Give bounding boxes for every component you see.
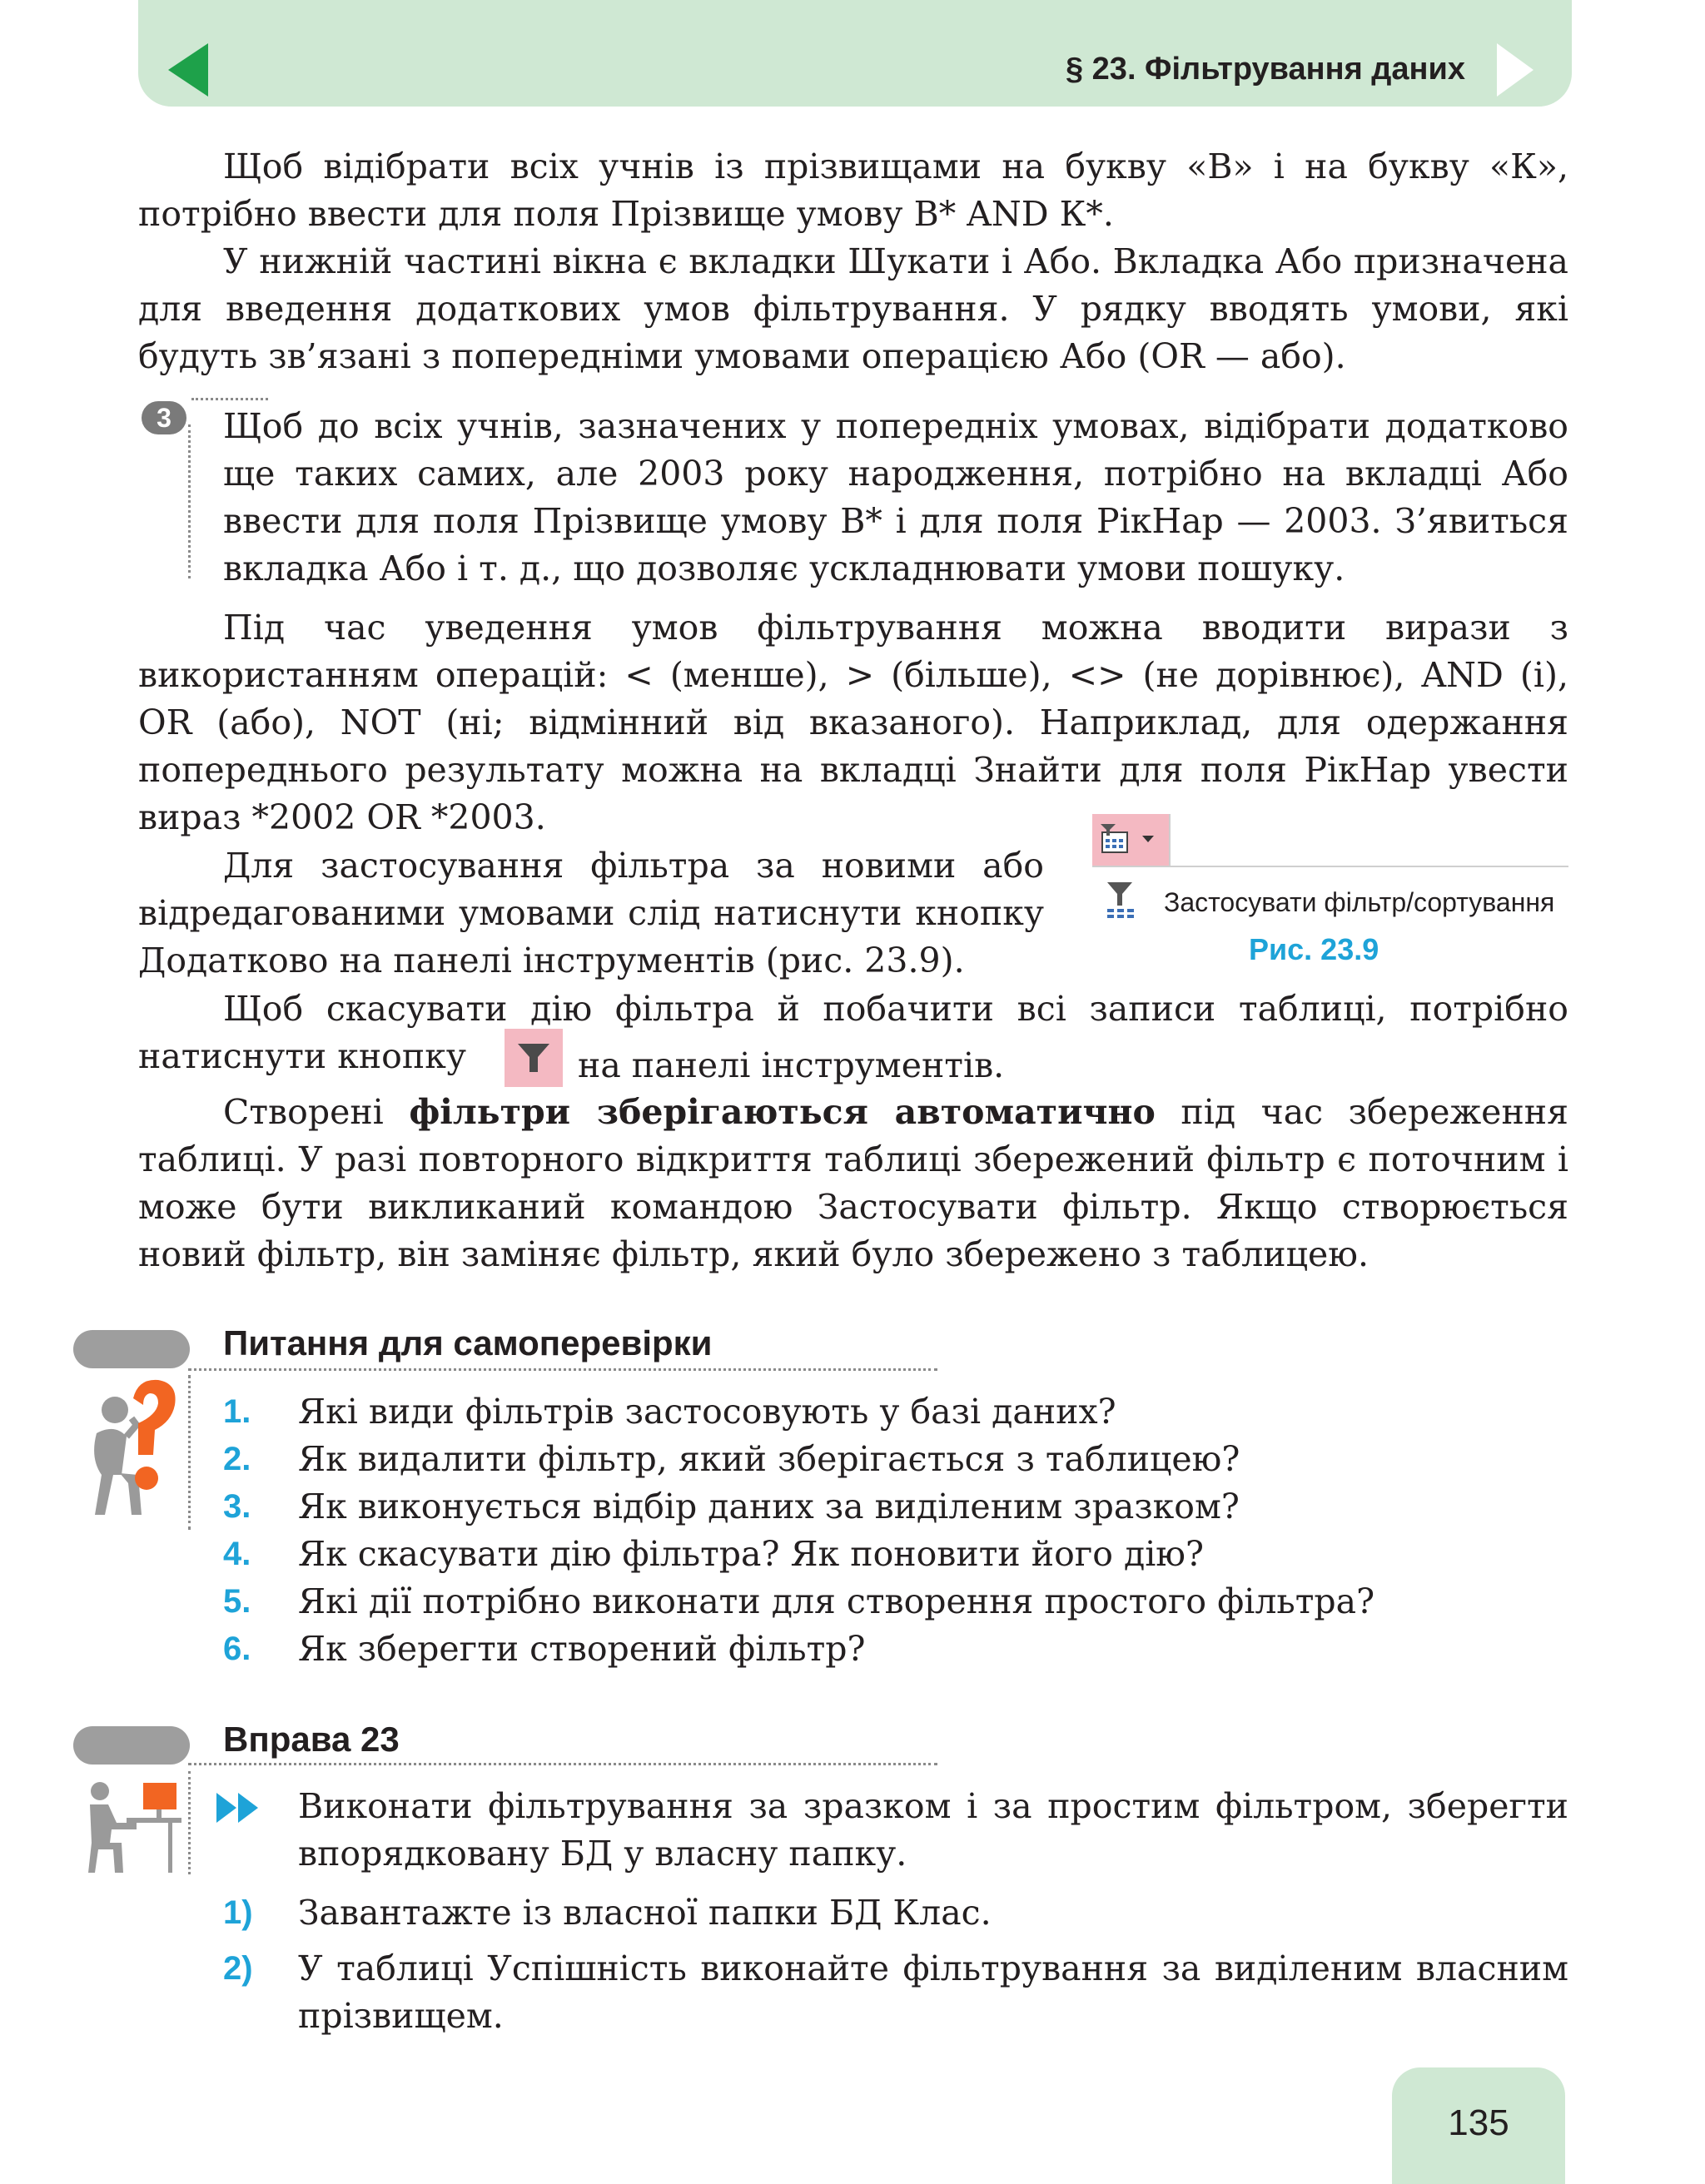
section-marker — [73, 1726, 190, 1765]
paragraph-6-end: на панелі інструментів. — [578, 1045, 1005, 1085]
question-number: 6. — [223, 1631, 251, 1667]
page-number: 135 — [1448, 2102, 1509, 2143]
paragraph-5: Для застосування фільтра за новими або відредагованими умовами слід натиснути кнопку Додатково на панелі інструментів (рис. 23.9). — [138, 846, 1044, 980]
question-number: 3. — [223, 1488, 251, 1525]
note-number-badge: 3 — [142, 401, 186, 434]
thinking-person-question-icon — [72, 1375, 178, 1521]
section-dotted-rule-vertical — [188, 1771, 191, 1874]
filter-icon — [505, 1029, 563, 1087]
exercise-task: Виконати фільтрування за зразком і за простим фільтром, зберегти впорядковану БД у власну папку. — [298, 1786, 1568, 1874]
double-arrow-icon — [215, 1791, 265, 1824]
exercise-steps — [223, 1889, 1568, 2048]
apply-filter-menu-item[interactable]: Застосувати фільтр/сортування — [1164, 887, 1555, 917]
list-item — [223, 1945, 1568, 2040]
person-at-computer-icon — [80, 1779, 181, 1874]
exercise-title: Вправа 23 — [223, 1720, 400, 1759]
advanced-filter-button[interactable] — [1092, 814, 1171, 866]
questions-title: Питання для самоперевірки — [223, 1323, 713, 1363]
section-dotted-rule-vertical — [188, 1375, 191, 1530]
paragraph-6: Щоб скасувати дію фільтра й побачити всі записи таблиці, потрібно натиснути кнопку — [138, 989, 1568, 1076]
note-dotted-rule-vertical — [188, 424, 191, 578]
question-text: Як скасувати дію фільтра? Як поновити його дію? — [298, 1534, 1204, 1574]
advanced-filter-icon — [1101, 824, 1134, 856]
step-number: 2) — [223, 1950, 253, 1987]
section-dotted-rule — [188, 1763, 937, 1765]
chapter-title: § 23. Фільтрування даних — [1065, 52, 1465, 87]
toolbar-divider — [1092, 866, 1171, 867]
question-number: 5. — [223, 1583, 251, 1620]
chevron-down-icon[interactable] — [1142, 836, 1154, 842]
list-item — [223, 1889, 1568, 1937]
triangle-right-icon — [1497, 43, 1534, 97]
step-text: У таблиці Успішність виконайте фільтрування за виділеним власним прізвищем. — [298, 1948, 1568, 2036]
question-number: 2. — [223, 1441, 251, 1477]
section-dotted-rule — [188, 1368, 937, 1371]
question-text: Як виконується відбір даних за виділеним зразком? — [298, 1487, 1240, 1526]
figure-caption: Рис. 23.9 — [1249, 932, 1379, 966]
step-number: 1) — [223, 1894, 253, 1931]
question-text: Як видалити фільтр, який зберігається з таблицею? — [298, 1439, 1240, 1479]
figure-23-9 — [1092, 814, 1568, 931]
paragraph-4: Під час уведення умов фільтрування можна вводити вирази з використанням операцій: < (менше), > (більше), <> (не дорівнює), AND (і), OR (або), NOT (ні; відмінний від вказаного). Наприклад, для одержання попереднього результату можна на вкладці Знайти для поля РікНар увести вираз *2002 OR *2003. — [138, 608, 1568, 837]
question-number: 4. — [223, 1536, 251, 1572]
step-text: Завантажте із власної папки БД Клас. — [298, 1893, 992, 1933]
paragraph-note-3: Щоб до всіх учнів, зазначених у попередніх умовах, відібрати додатково ще таких самих, але 2003 року народження, потрібно на вкладці Або ввести для поля Прізвище умову В* і для поля РікНар — 2003. З’явиться вкладка Або і т. д., що дозволяє ускладнювати умови пошуку. — [223, 406, 1568, 588]
triangle-left-icon — [168, 43, 208, 97]
section-marker — [73, 1330, 190, 1368]
question-text: Які дії потрібно виконати для створення простого фільтра? — [298, 1581, 1375, 1621]
toggle-filter-button[interactable] — [505, 1029, 563, 1087]
menu-divider — [1171, 866, 1568, 867]
paragraph-2: У нижній частині вікна є вкладки Шукати і Або. Вкладка Або призначена для введення додаткових умов фільтрування. У рядку вводять умови, які будуть зв’язані з попередніми умовами операцією Або (OR — або). — [138, 241, 1568, 376]
note-dotted-rule — [191, 398, 268, 400]
question-number: 1. — [223, 1393, 251, 1430]
paragraph-7: Створені фільтри зберігаються автоматично під час збереження таблиці. У разі повторного відкриття таблиці збережений фільтр є поточним і може бути викликаний командою Застосувати фільтр. Якщо створюється новий фільтр, він заміняє фільтр, який було збережено з таблицею. — [138, 1092, 1568, 1274]
toolbar-divider — [1169, 814, 1171, 866]
filter-sort-icon — [1104, 881, 1141, 924]
paragraph-1: Щоб відібрати всіх учнів із прізвищами на букву «В» і на букву «К», потрібно ввести для поля Прізвище умову В* AND К*. — [138, 146, 1568, 234]
question-text: Які види фільтрів застосовують у базі даних? — [298, 1392, 1116, 1432]
question-text: Як зберегти створений фільтр? — [298, 1629, 866, 1669]
